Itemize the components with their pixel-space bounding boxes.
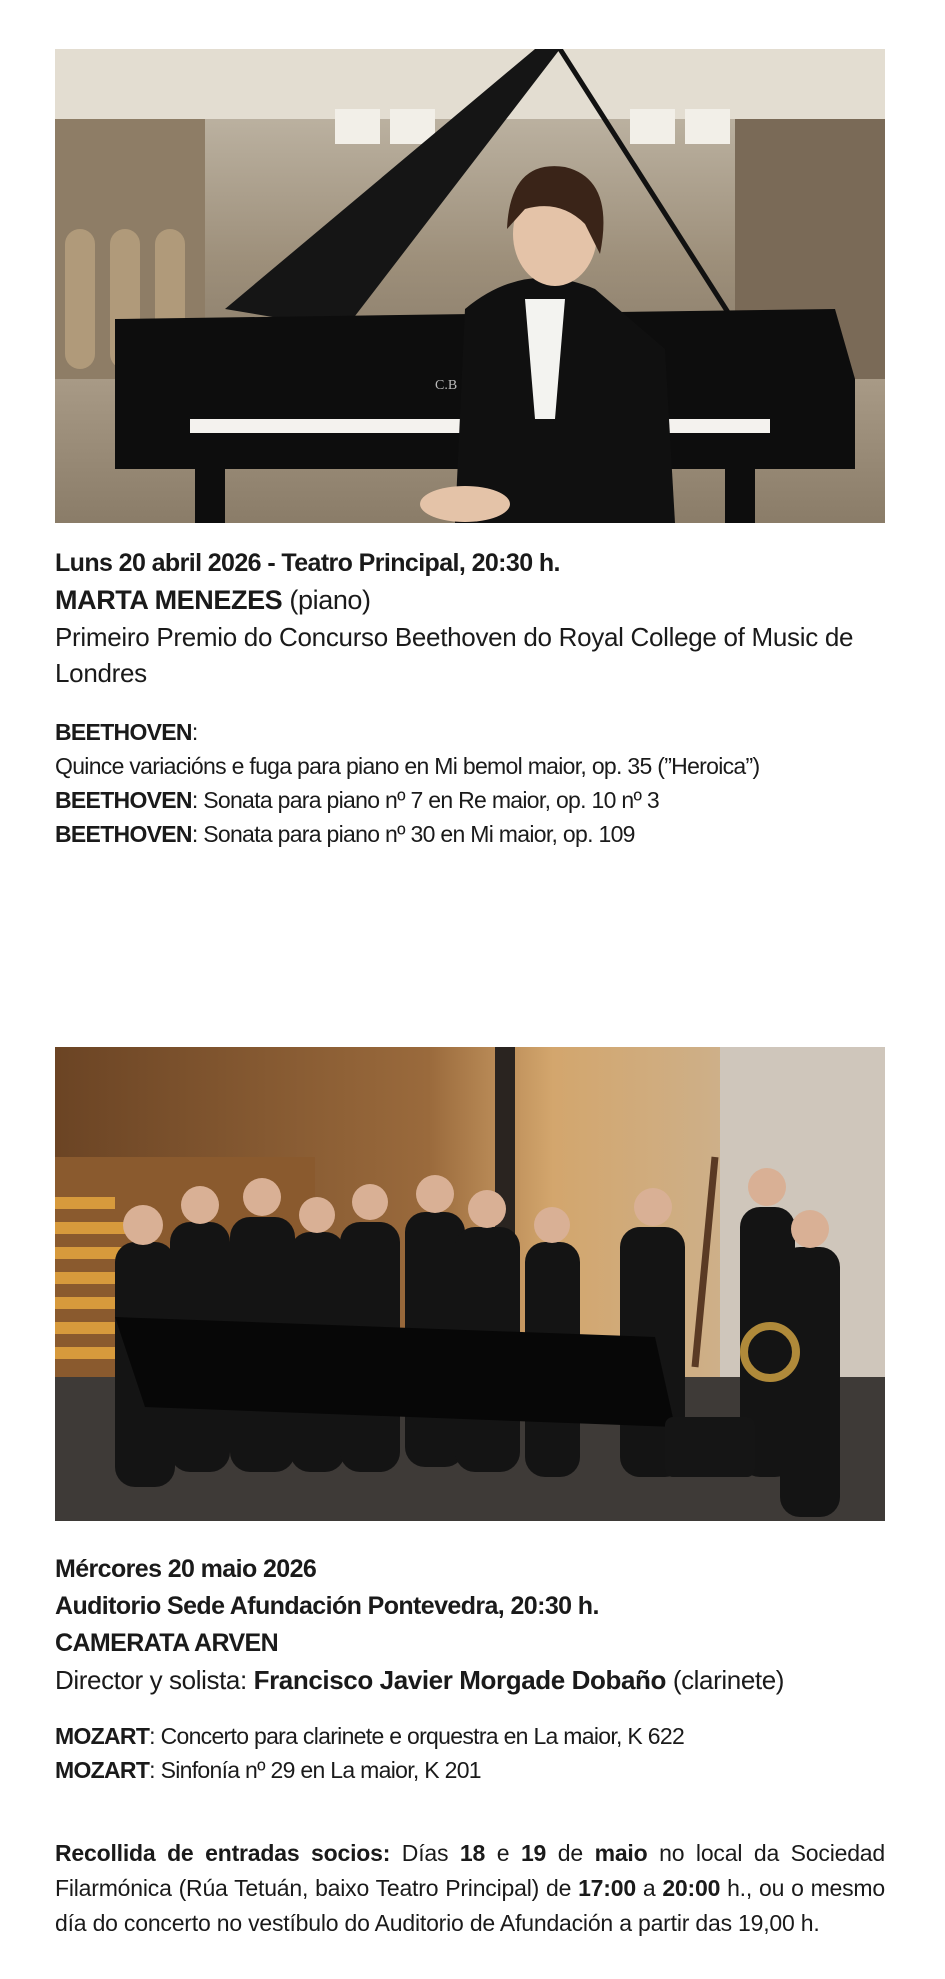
- concert-2-info: [55, 1551, 885, 1964]
- concert-2-program: [55, 1719, 885, 1787]
- composer: BEETHOVEN: [55, 787, 192, 813]
- concert-2-director: [55, 1662, 885, 1699]
- ticket-text: a: [635, 1875, 663, 1901]
- composer: MOZART: [55, 1757, 150, 1783]
- performer-role: (piano): [282, 585, 371, 615]
- program-item: [55, 1719, 885, 1753]
- ticket-label: Recollida de entradas socios:: [55, 1840, 391, 1866]
- concert-2-venue: Auditorio Sede Afundación Pontevedra, 20:30 h.: [55, 1592, 599, 1620]
- ticket-text: e: [485, 1840, 521, 1866]
- work-title: Concerto para clarinete e orquestra en La maior, K 622: [160, 1723, 685, 1749]
- ticket-month: maio: [594, 1840, 648, 1866]
- concert-1-program: [55, 715, 885, 851]
- concert-1-date-venue: Luns 20 abril 2026 - Teatro Principal, 20:30 h.: [55, 549, 560, 577]
- pianist-photo: [55, 49, 885, 523]
- concert-2-date: Mércores 20 maio 2026: [55, 1555, 317, 1583]
- ticket-pickup-note: [55, 1836, 885, 1941]
- ticket-time-start: 17:00: [578, 1875, 636, 1901]
- director-name: Francisco Javier Morgade Dobaño: [253, 1665, 666, 1695]
- composer: BEETHOVEN: [55, 719, 192, 745]
- work-title: Quince variacións e fuga para piano en Mi bemol maior, op. 35 (”Heroica”): [55, 753, 760, 779]
- concert-1-performer: [55, 582, 885, 619]
- ticket-time-end: 20:00: [662, 1875, 721, 1901]
- performer-name: MARTA MENEZES: [55, 585, 283, 615]
- program-item: [55, 749, 885, 783]
- separator: :: [191, 787, 204, 813]
- program-item: [55, 1753, 885, 1787]
- ticket-text: h., ou o mesmo día do concerto no vestíbulo do Auditorio de Afundación a partir das 19,00 h.: [55, 1875, 885, 1936]
- director-suffix: (clarinete): [666, 1665, 785, 1695]
- separator: :: [191, 821, 204, 847]
- ticket-day-1: 18: [459, 1840, 486, 1866]
- separator: :: [149, 1723, 161, 1749]
- composer: BEETHOVEN: [55, 821, 192, 847]
- work-title: Sinfonía nº 29 en La maior, K 201: [160, 1757, 481, 1783]
- director-prefix: Director y solista:: [55, 1665, 254, 1695]
- program-item: [55, 783, 885, 817]
- program-item: [55, 817, 885, 851]
- composer: MOZART: [55, 1723, 150, 1749]
- ticket-text: Días: [390, 1840, 460, 1866]
- work-title: Sonata para piano nº 30 en Mi maior, op. 109: [203, 821, 635, 847]
- ticket-day-2: 19: [520, 1840, 547, 1866]
- separator: :: [149, 1757, 161, 1783]
- ticket-text: de: [546, 1840, 595, 1866]
- concert-1-info: [55, 545, 885, 851]
- concert-1-award: Primeiro Premio do Concurso Beethoven do Royal College of Music de Londres: [55, 622, 854, 688]
- separator: :: [191, 719, 198, 745]
- ensemble-photo: [55, 1047, 885, 1521]
- program-item: [55, 715, 885, 749]
- concert-2-ensemble: CAMERATA ARVEN: [55, 1629, 279, 1657]
- ticket-text: no local da Sociedad Filarmónica (Rúa Tetuán, baixo Teatro Principal) de: [55, 1840, 885, 1901]
- work-title: Sonata para piano nº 7 en Re maior, op. 10 nº 3: [203, 787, 659, 813]
- piano-logo: C.B: [435, 378, 458, 393]
